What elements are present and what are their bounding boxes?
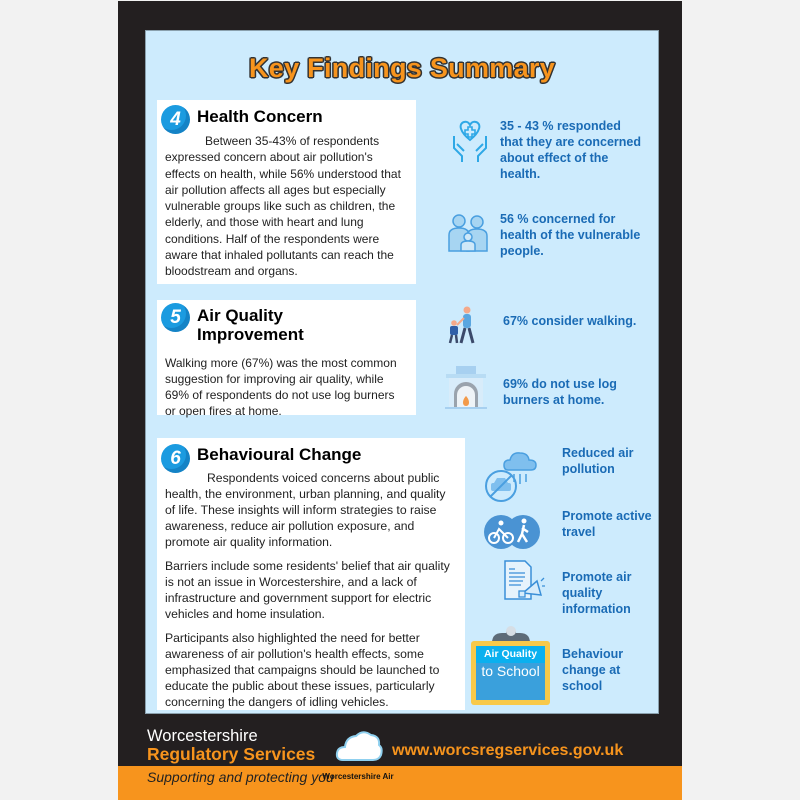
brand-tagline: Supporting and protecting you xyxy=(147,769,334,785)
section-text: Participants also highlighted the need for better awareness of air pollution's health effects, some emphasized that campaigns should be launched to educate the public about these issues, particularly concerning the dangers of idling vehicles. xyxy=(165,631,440,709)
clipboard-clip-icon xyxy=(492,623,530,643)
school-sign-icon xyxy=(471,641,550,705)
fireplace-icon xyxy=(444,366,488,410)
family-icon xyxy=(447,211,489,253)
megaphone-document-icon xyxy=(503,559,545,605)
section-text: Respondents voiced concerns about public health, the environment, urban planning, and quality of life. These insights will inform strategies to raise awareness, reduce air pollution exposure, and promote air quality information. xyxy=(165,471,446,549)
page-title: Key Findings Summary xyxy=(248,53,556,83)
stat-text: 69% do not use log burners at home. xyxy=(503,377,617,407)
worcestershire-air-logo-text: Worcestershire Air xyxy=(322,772,394,781)
section-heading: Behavioural Change xyxy=(197,445,362,464)
heart-hands-icon xyxy=(450,118,490,164)
stat-text: 35 - 43 % responded that they are concerned about effect of the health. xyxy=(500,119,642,181)
section-text: Barriers include some residents' belief that air quality is not an issue in Worcestershire, and a lack of infrastructure and government support for electric vehicles and home insulation. xyxy=(165,559,450,621)
number-badge: 6 xyxy=(161,444,190,473)
school-sign-top: Air Quality xyxy=(476,646,545,663)
section-heading: Air Quality Improvement xyxy=(197,306,304,344)
stat-text: 56 % concerned for health of the vulnerable people. xyxy=(500,212,641,258)
walking-icon xyxy=(444,306,480,346)
number-badge: 5 xyxy=(161,303,190,332)
number-badge: 4 xyxy=(161,105,190,134)
brand-name-line1: Worcestershire xyxy=(147,727,258,745)
cloud-logo-icon xyxy=(335,728,383,764)
section-heading: Health Concern xyxy=(197,107,323,126)
stat-text: Behaviour change at school xyxy=(562,647,624,693)
section-text: Between 35-43% of respondents expressed concern about air pollution's effects on health, while 56% understood that air pollution affects all ages but especially vulnerable groups like such as children, the elderly, and those with heart and lung conditions. Half of the respondents were aware that inhaled pollutants can reach the bloodstream and organs. xyxy=(165,134,401,279)
stat-text: Promote air quality information xyxy=(562,570,632,616)
website-link[interactable]: www.worcsregservices.gov.uk xyxy=(392,742,624,759)
section-air-quality-improvement xyxy=(157,300,416,418)
stat-text: Promote active travel xyxy=(562,509,652,539)
section-text: Walking more (67%) was the most common suggestion for improving air quality, while 69% of respondents do not use log burners or open fires at home. xyxy=(165,356,397,418)
section-health-concern xyxy=(157,100,416,284)
school-sign-bottom: to School xyxy=(481,663,540,679)
stat-text: Reduced air pollution xyxy=(562,446,634,476)
stat-text: 67% consider walking. xyxy=(503,314,637,328)
section-behavioural-change xyxy=(157,438,465,710)
no-car-cloud-icon xyxy=(484,446,540,504)
brand-name-line2: Regulatory Services xyxy=(147,744,316,764)
school-sign-board xyxy=(476,646,545,700)
bike-walk-icon xyxy=(484,514,540,550)
